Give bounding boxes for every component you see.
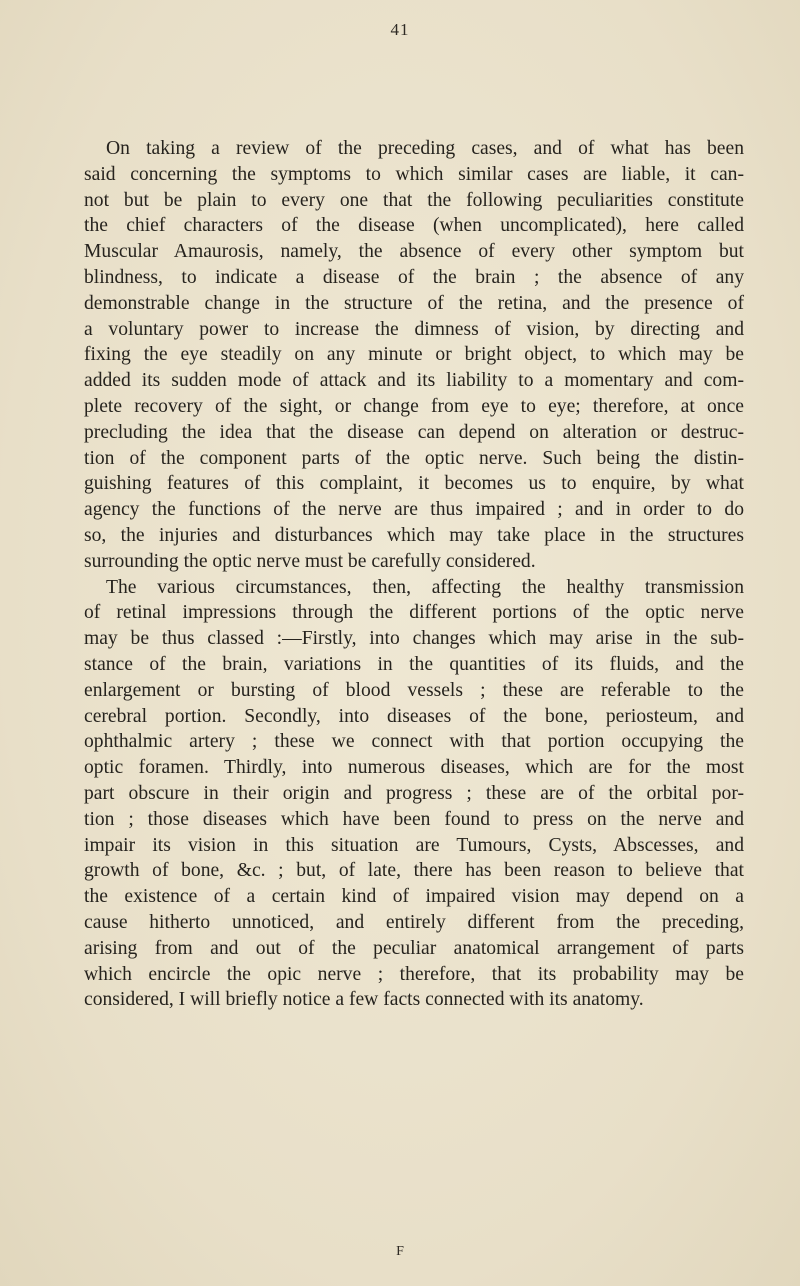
text-line: tion ; those diseases which have been found to press on the nerve and	[84, 808, 744, 830]
text-line: growth of bone, &c. ; but, of late, there has been reason to believe that	[84, 860, 744, 882]
text-line: guishing features of this complaint, it becomes us to enquire, by what	[84, 473, 744, 495]
text-line: plete recovery of the sight, or change from eye to eye; therefore, at once	[84, 395, 744, 417]
paragraph-1	[84, 136, 744, 575]
signature-mark: F	[396, 1244, 404, 1259]
text-line: may be thus classed :—Firstly, into changes which may arise in the sub-	[84, 628, 744, 650]
text-line: part obscure in their origin and progress ; these are of the orbital por-	[84, 782, 744, 804]
text-line: considered, I will briefly notice a few facts connected with its anatomy.	[84, 989, 644, 1011]
text-line: added its sudden mode of attack and its liability to a momentary and com-	[84, 370, 744, 392]
text-line: not but be plain to every one that the following peculiarities constitute	[84, 189, 744, 211]
paragraph-2	[84, 575, 744, 1014]
text-line: fixing the eye steadily on any minute or bright object, to which may be	[84, 344, 744, 366]
text-line: surrounding the optic nerve must be carefully considered.	[84, 550, 536, 572]
text-line: stance of the brain, variations in the quantities of its fluids, and the	[84, 653, 744, 675]
text-line: which encircle the opic nerve ; therefore, that its probability may be	[84, 963, 744, 985]
text-line: Muscular Amaurosis, namely, the absence of every other symptom but	[84, 241, 744, 263]
body-text	[84, 136, 744, 1013]
text-line: enlargement or bursting of blood vessels ; these are referable to the	[84, 679, 744, 701]
text-line: The various circumstances, then, affecting the healthy transmission	[106, 576, 744, 598]
text-line: cerebral portion. Secondly, into diseases of the bone, periosteum, and	[84, 705, 744, 727]
text-line: demonstrable change in the structure of the retina, and the presence of	[84, 292, 744, 314]
text-line: optic foramen. Thirdly, into numerous diseases, which are for the most	[84, 757, 744, 779]
text-line: On taking a review of the preceding cases, and of what has been	[106, 138, 744, 159]
text-line: impair its vision in this situation are Tumours, Cysts, Abscesses, and	[84, 834, 744, 856]
text-line: blindness, to indicate a disease of the brain ; the absence of any	[84, 266, 744, 288]
text-line: agency the functions of the nerve are thus impaired ; and in order to do	[84, 499, 744, 521]
text-line: the existence of a certain kind of impaired vision may depend on a	[84, 886, 744, 908]
page-number: 41	[390, 20, 410, 39]
text-line: tion of the component parts of the optic nerve. Such being the distin-	[84, 447, 744, 469]
text-line: cause hitherto unnoticed, and entirely different from the preceding,	[84, 911, 744, 933]
text-line: a voluntary power to increase the dimness of vision, by directing and	[84, 318, 744, 340]
text-line: the chief characters of the disease (when uncomplicated), here called	[84, 215, 744, 237]
text-line: of retinal impressions through the different portions of the optic nerve	[84, 602, 744, 624]
text-line: precluding the idea that the disease can depend on alteration or destruc-	[84, 421, 744, 443]
text-line: arising from and out of the peculiar anatomical arrangement of parts	[84, 937, 744, 959]
text-line: said concerning the symptoms to which similar cases are liable, it can-	[84, 163, 744, 185]
text-line: so, the injuries and disturbances which may take place in the structures	[84, 524, 744, 546]
text-line: ophthalmic artery ; these we connect with that portion occupying the	[84, 731, 744, 753]
